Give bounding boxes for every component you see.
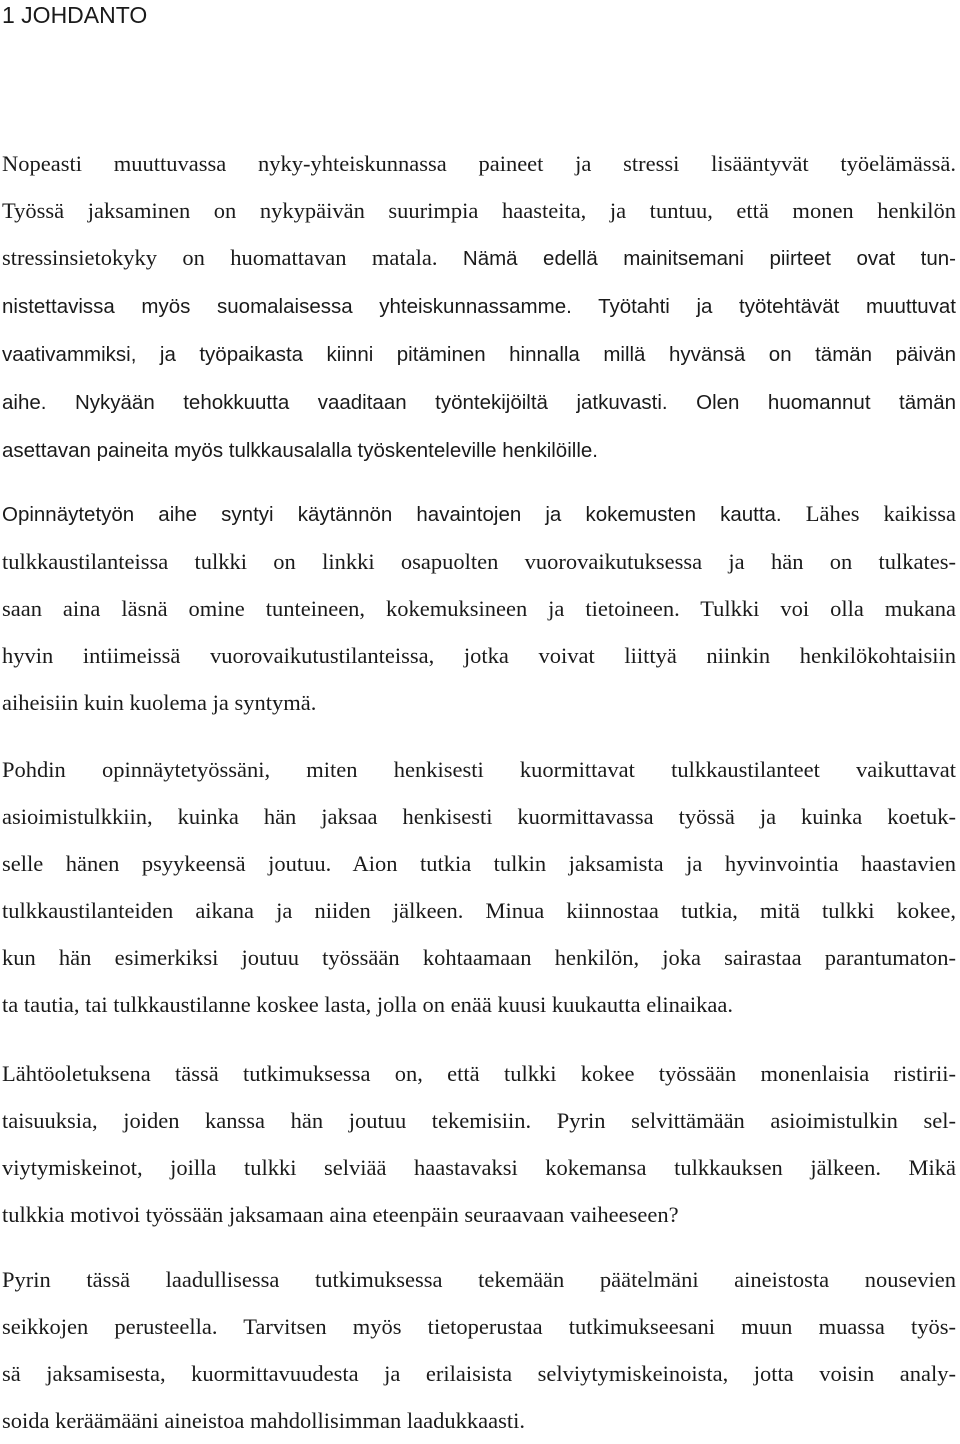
text-segment: Nopeasti muuttuvassa nyky-yhteiskunnassa paineet ja stressi lisääntyvät työelämässä. bbox=[2, 151, 956, 176]
text-segment: nistettavissa myös suomalaisessa yhteiskunnassamme. Työtahti ja työtehtävät muuttuvat bbox=[2, 295, 956, 318]
text-segment: Pyrin tässä laadullisessa tutkimuksessa tekemään päätelmäni aineistosta nousevien bbox=[2, 1267, 956, 1292]
paragraph-5 bbox=[2, 1256, 956, 1444]
text-segment: tulkkaustilanteissa tulkki on linkki osapuolten vuorovaikutuksessa ja hän on tulkates- bbox=[2, 549, 956, 574]
text-segment: ta tautia, tai tulkkaustilanne koskee lasta, jolla on enää kuusi kuukautta elinaikaa. bbox=[2, 992, 734, 1017]
text-segment: viytymiskeinot, joilla tulkki selviää haastavaksi kokemansa tulkkauksen jälkeen. Mikä bbox=[2, 1155, 956, 1180]
text-line bbox=[2, 632, 956, 679]
text-line bbox=[2, 330, 956, 378]
text-segment: Opinnäytetyön aihe syntyi käytännön havaintojen ja kokemusten kautta. bbox=[2, 503, 806, 526]
text-line bbox=[2, 140, 956, 187]
paragraph-4 bbox=[2, 1050, 956, 1238]
text-segment: Lähes kaikissa bbox=[805, 501, 956, 526]
text-line bbox=[2, 746, 956, 793]
text-line bbox=[2, 282, 956, 330]
text-segment: saan aina läsnä omine tunteineen, kokemuksineen ja tietoineen. Tulkki voi olla mukana bbox=[2, 596, 956, 621]
text-segment: stressinsietokyky on huomattavan matala. bbox=[2, 245, 463, 270]
text-line bbox=[2, 679, 956, 726]
text-line bbox=[2, 1050, 956, 1097]
text-line bbox=[2, 1303, 956, 1350]
text-line bbox=[2, 793, 956, 840]
text-segment: kun hän esimerkiksi joutuu työssään kohtaamaan henkilön, joka sairastaa parantumaton- bbox=[2, 945, 956, 970]
text-segment: hyvin intiimeissä vuorovaikutustilanteissa, jotka voivat liittyä niinkin henkilökohtaisiin bbox=[2, 643, 956, 668]
text-line bbox=[2, 187, 956, 234]
text-line bbox=[2, 1256, 956, 1303]
text-line bbox=[2, 538, 956, 585]
text-line bbox=[2, 1397, 956, 1444]
text-line bbox=[2, 981, 956, 1028]
paragraph-2 bbox=[2, 490, 956, 726]
text-segment: sä jaksamisesta, kuormittavuudesta ja erilaisista selviytymiskeinoista, jotta voisin analy- bbox=[2, 1361, 956, 1386]
text-line bbox=[2, 1144, 956, 1191]
text-segment: asioimistulkkiin, kuinka hän jaksaa henkisesti kuormittavassa työssä ja kuinka koetuk- bbox=[2, 804, 956, 829]
text-segment: soida keräämääni aineistoa mahdollisimman laadukkaasti. bbox=[2, 1408, 525, 1433]
text-segment: seikkojen perusteella. Tarvitsen myös tietoperustaa tutkimukseesani muun muassa työs- bbox=[2, 1314, 956, 1339]
text-segment: asettavan paineita myös tulkkausalalla työskenteleville henkilöille. bbox=[2, 439, 598, 462]
text-line bbox=[2, 934, 956, 981]
text-segment: selle hänen psyykeensä joutuu. Aion tutkia tulkin jaksamista ja hyvinvointia haastavien bbox=[2, 851, 956, 876]
section-heading: 1 JOHDANTO bbox=[2, 2, 148, 28]
text-line bbox=[2, 585, 956, 632]
text-segment: Lähtöoletuksena tässä tutkimuksessa on, että tulkki kokee työssään monenlaisia ristirii- bbox=[2, 1061, 956, 1086]
text-segment: aihe. Nykyään tehokkuutta vaaditaan työntekijöiltä jatkuvasti. Olen huomannut tämän bbox=[2, 391, 956, 414]
text-line bbox=[2, 426, 956, 474]
text-segment: vaativammiksi, ja työpaikasta kiinni pitäminen hinnalla millä hyvänsä on tämän päivän bbox=[2, 343, 956, 366]
text-line bbox=[2, 1350, 956, 1397]
text-line bbox=[2, 840, 956, 887]
text-segment: Nämä edellä mainitsemani piirteet ovat tun- bbox=[462, 247, 956, 270]
text-segment: tulkkia motivoi työssään jaksamaan aina eteenpäin seuraavaan vaiheeseen? bbox=[2, 1202, 679, 1227]
paragraph-1 bbox=[2, 140, 956, 474]
text-segment: taisuuksia, joiden kanssa hän joutuu tekemisiin. Pyrin selvittämään asioimistulkin sel- bbox=[2, 1108, 956, 1133]
text-line bbox=[2, 234, 956, 282]
text-segment: tulkkaustilanteiden aikana ja niiden jälkeen. Minua kiinnostaa tutkia, mitä tulkki kokee, bbox=[2, 898, 956, 923]
text-line bbox=[2, 1191, 956, 1238]
text-line bbox=[2, 378, 956, 426]
text-segment: Pohdin opinnäytetyössäni, miten henkisesti kuormittavat tulkkaustilanteet vaikuttavat bbox=[2, 757, 956, 782]
text-segment: aiheisiin kuin kuolema ja syntymä. bbox=[2, 690, 317, 715]
text-line bbox=[2, 1097, 956, 1144]
paragraph-3 bbox=[2, 746, 956, 1028]
text-line bbox=[2, 490, 956, 538]
text-line bbox=[2, 887, 956, 934]
text-segment: Työssä jaksaminen on nykypäivän suurimpia haasteita, ja tuntuu, että monen henkilön bbox=[2, 198, 956, 223]
